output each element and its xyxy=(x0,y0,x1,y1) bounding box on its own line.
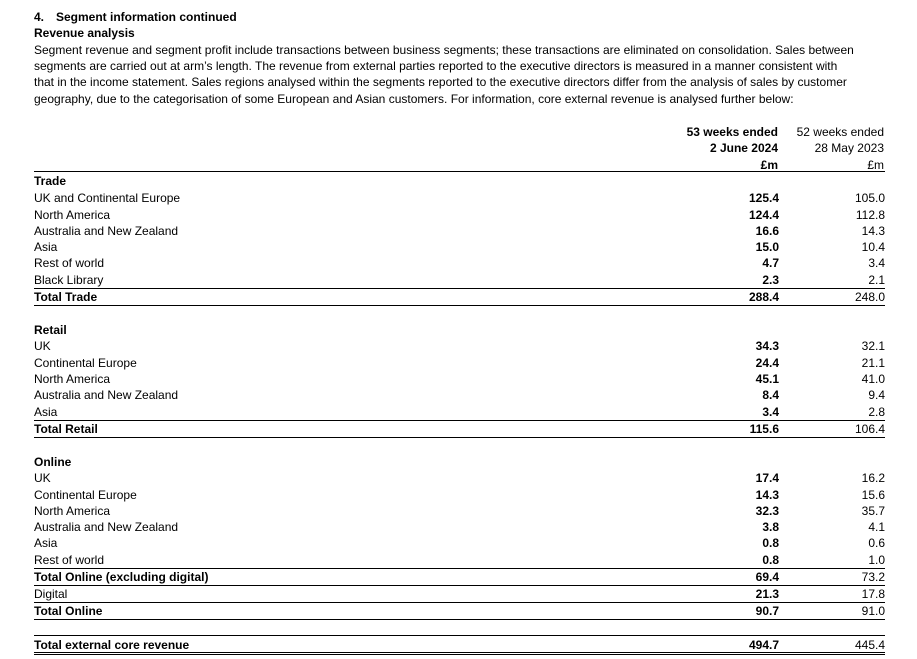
intro-paragraph xyxy=(34,42,879,107)
table-row: Asia 15.0 10.4 xyxy=(34,240,885,254)
table-row: Black Library 2.3 2.1 xyxy=(34,273,885,287)
table-row: Australia and New Zealand 3.8 4.1 xyxy=(34,520,885,534)
column-header-unit: £m xyxy=(760,157,778,172)
table-row: Rest of world 4.7 3.4 xyxy=(34,256,885,270)
intro-line: Segment revenue and segment profit include transactions between business segments; these transactions are eliminated on consolidation. Sales between xyxy=(34,43,854,57)
double-rule xyxy=(34,652,885,655)
table-row: UK 17.4 16.2 xyxy=(34,471,885,485)
table-row: UK 34.3 32.1 xyxy=(34,339,885,353)
total-row-online: Total Online 90.7 91.0 xyxy=(34,604,885,618)
total-row-retail: Total Retail 115.6 106.4 xyxy=(34,422,885,436)
row-rule xyxy=(34,635,885,636)
subtotal-row-online: Total Online (excluding digital) 69.4 73.2 xyxy=(34,570,885,584)
table-row: North America 32.3 35.7 xyxy=(34,504,885,518)
subheading: Revenue analysis xyxy=(34,26,135,40)
section-heading xyxy=(34,10,237,24)
table-row: Asia 3.4 2.8 xyxy=(34,405,885,419)
section-title: Segment information continued xyxy=(56,10,237,24)
column-header-line: 28 May 2023 xyxy=(814,141,884,156)
table-row: Australia and New Zealand 16.6 14.3 xyxy=(34,224,885,238)
table-row: Continental Europe 24.4 21.1 xyxy=(34,356,885,370)
grand-total-row: Total external core revenue 494.7 445.4 xyxy=(34,638,885,652)
section-title-online: Online xyxy=(34,455,72,469)
column-header-line: 2 June 2024 xyxy=(709,141,778,156)
table-row: Australia and New Zealand 8.4 9.4 xyxy=(34,388,885,402)
intro-line: geography, due to the categorisation of some European and Asian customers. For information, core external revenue is analysed further below: xyxy=(34,91,794,106)
header-rule xyxy=(34,171,885,172)
table-row: Asia 0.8 0.6 xyxy=(34,536,885,550)
table-row: Continental Europe 14.3 15.6 xyxy=(34,488,885,502)
total-row-trade: Total Trade 288.4 248.0 xyxy=(34,290,885,304)
row-rule xyxy=(34,437,885,438)
section-title-retail: Retail xyxy=(34,323,67,337)
column-header-current xyxy=(687,124,778,173)
row-rule xyxy=(34,619,885,620)
column-header-line: 52 weeks ended xyxy=(796,125,884,139)
section-title-trade: Trade xyxy=(34,174,67,188)
section-number: 4. xyxy=(34,10,45,24)
table-row: UK and Continental Europe 125.4 105.0 xyxy=(34,191,885,205)
intro-line: that in the income statement. Sales regions analysed within the segments reported to the executive directors differ from the analysis of sales by customer xyxy=(34,75,847,90)
column-header-unit: £m xyxy=(867,157,884,172)
row-rule xyxy=(34,305,885,306)
column-header-prior xyxy=(797,124,884,173)
table-row: Rest of world 0.8 1.0 xyxy=(34,553,885,567)
table-row: North America 124.4 112.8 xyxy=(34,208,885,222)
intro-line: segments are carried out at arm’s length. The revenue from external parties reported to the executive directors is measured in a manner consistent with xyxy=(34,59,838,74)
table-row: North America 45.1 41.0 xyxy=(34,372,885,386)
table-row-digital: Digital 21.3 17.8 xyxy=(34,587,885,601)
column-header-line: 53 weeks ended xyxy=(686,125,778,139)
